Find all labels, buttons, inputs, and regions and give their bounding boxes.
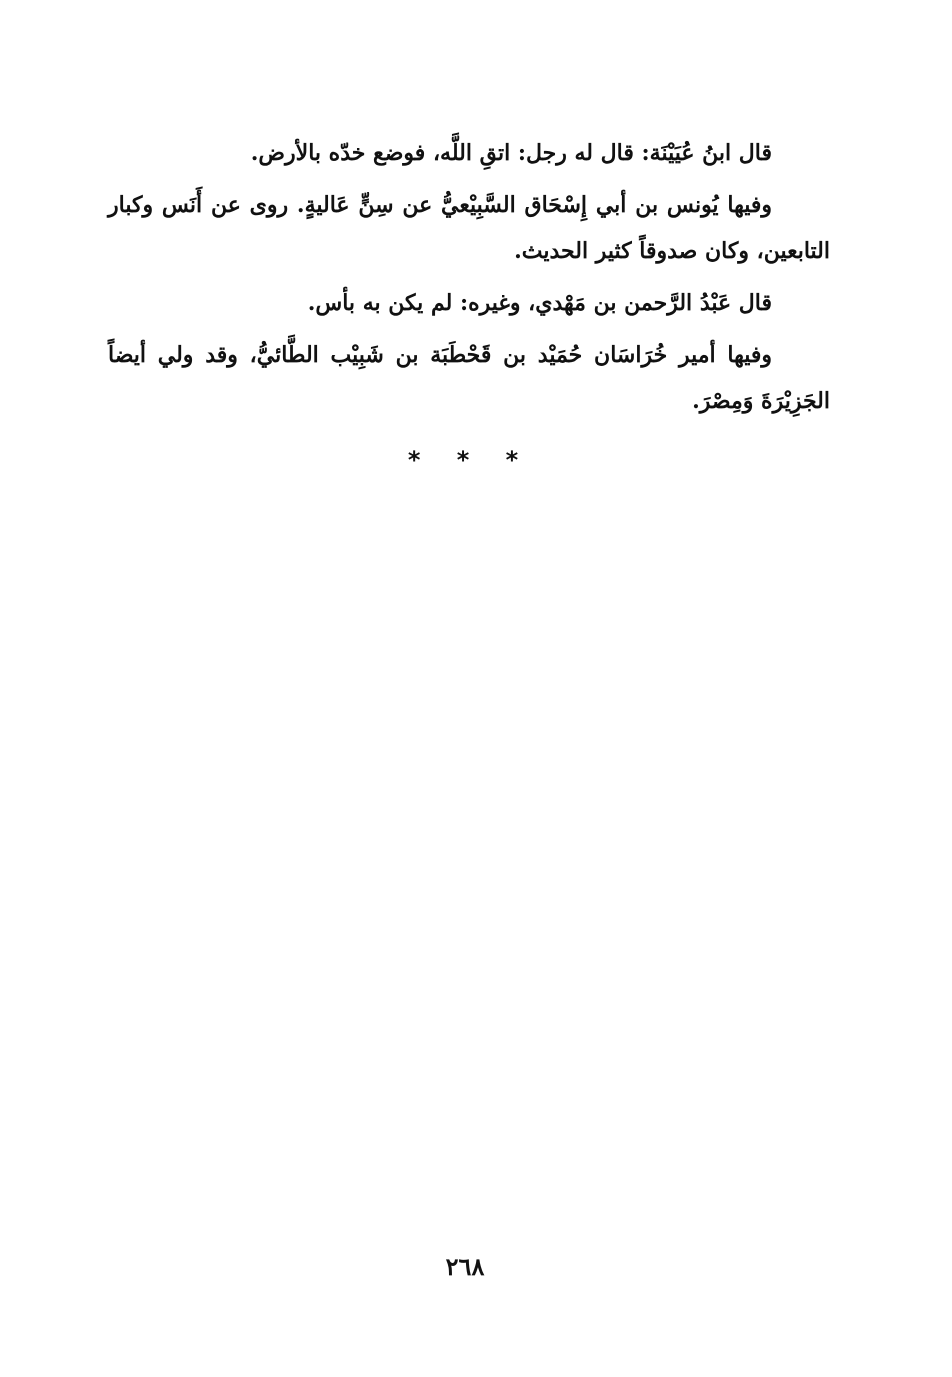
paragraph-ibn-uyayna: قال ابنُ عُيَيْنَة: قال له رجل: اتقِ اللَّه، فوضع خدّه بالأرض. xyxy=(250,140,772,166)
paragraph-humayd: وفيها أمير خُرَاسَان حُمَيْد بن قَحْطَبَة بن شَبِيْب الطَّائيُّ، وقد ولي أيضاً الجَزِيْرَةَ وَمِصْرَ. xyxy=(108,342,830,414)
paragraph-yunus: وفيها يُونس بن أبي إِسْحَاق السَّبِيْعيُّ عن سِنٍّ عَاليةٍ. روى عن أَنَس وكبار التابعين، وكان صدوقاً كثير الحديث. xyxy=(108,192,830,264)
section-separator: * * * xyxy=(407,446,533,474)
page-number: ٢٦٨ xyxy=(445,1252,485,1281)
paragraph-abdulrahman: قال عَبْدُ الرَّحمن بن مَهْدي، وغيره: لم يكن به بأس. xyxy=(307,290,772,316)
text-body xyxy=(108,130,830,430)
